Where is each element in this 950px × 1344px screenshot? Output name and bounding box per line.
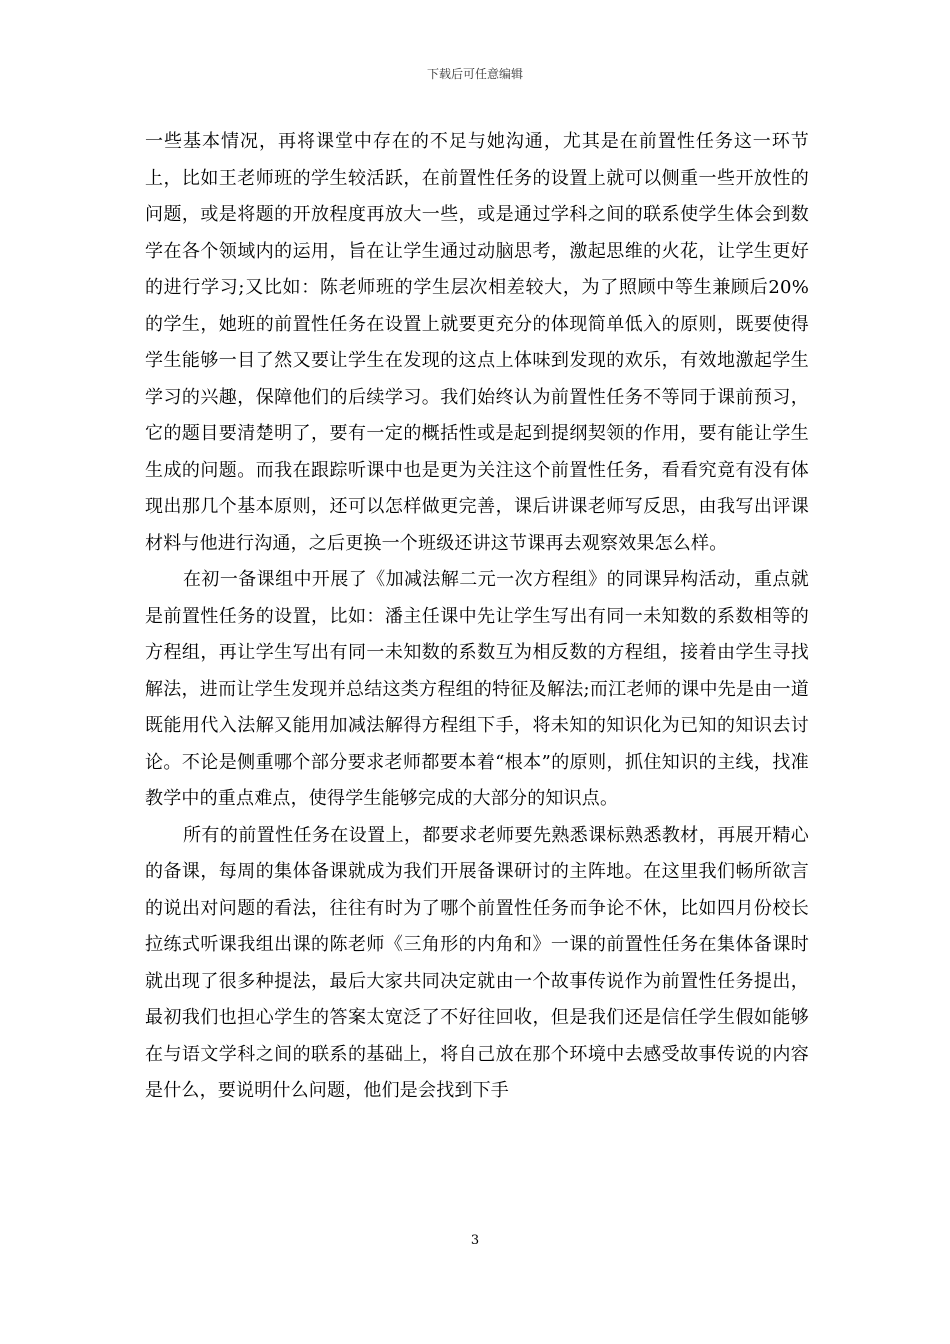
page-number: 3 xyxy=(470,1233,480,1248)
body-paragraph: 在初一备课组中开展了《加减法解二元一次方程组》的同课异构活动，重点就是前置性任务的设置，比如：潘主任课中先让学生写出有同一未知数的系数相等的方程组，再让学生写出有同一未知数的系数互为相反数的方程组，接着由学生寻找解法，进而让学生发现并总结这类方程组的特征及解法;而江老师的课中先是由一道既能用代入法解又能用加减法解得方程组下手，将未知的知识化为已知的知识去讨论。不论是侧重哪个部分要求老师都要本着“根本”的原则，抓住知识的主线，找准教学中的重点难点，使得学生能够完成的大部分的知识点。 xyxy=(145,569,809,809)
body-paragraph: 所有的前置性任务在设置上，都要求老师要先熟悉课标熟悉教材，再展开精心的备课，每周的集体备课就成为我们开展备课研讨的主阵地。在这里我们畅所欲言的说出对问题的看法，往往有时为了哪个前置性任务而争论不休，比如四月份校长拉练式听课我组出课的陈老师《三角形的内角和》一课的前置性任务在集体备课时就出现了很多种提法，最后大家共同决定就由一个故事传说作为前置性任务提出，最初我们也担心学生的答案太宽泛了不好往回收，但是我们还是信任学生假如能够在与语文学科之间的联系的基础上，将自己放在那个环境中去感受故事传说的内容是什么，要说明什么问题，他们是会找到下手 xyxy=(145,824,809,1101)
body-paragraph: 一些基本情况，再将课堂中存在的不足与她沟通，尤其是在前置性任务这一环节上，比如王老师班的学生较活跃，在前置性任务的设置上就可以侧重一些开放性的问题，或是将题的开放程度再放大一些，或是通过学科之间的联系使学生体会到数学在各个领域内的运用，旨在让学生通过动脑思考，激起思维的火花，让学生更好的进行学习;又比如：陈老师班的学生层次相差较大，为了照顾中等生兼顾后20%的学生，她班的前置性任务在设置上就要更充分的体现简单低入的原则，既要使得学生能够一目了然又要让学生在发现的这点上体味到发现的欢乐，有效地激起学生学习的兴趣，保障他们的后续学习。我们始终认为前置性任务不等同于课前预习，它的题目要清楚明了，要有一定的概括性或是起到提纲契领的作用，要有能让学生生成的问题。而我在跟踪听课中也是更为关注这个前置性任务，看看究竟有没有体现出那几个基本原则，还可以怎样做更完善，课后讲课老师写反思，由我写出评课材料与他进行沟通，之后更换一个班级还讲这节课再去观察效果怎么样。 xyxy=(145,131,809,554)
page-header: 下载后可任意编辑 xyxy=(426,67,523,81)
document-body xyxy=(145,124,809,1110)
